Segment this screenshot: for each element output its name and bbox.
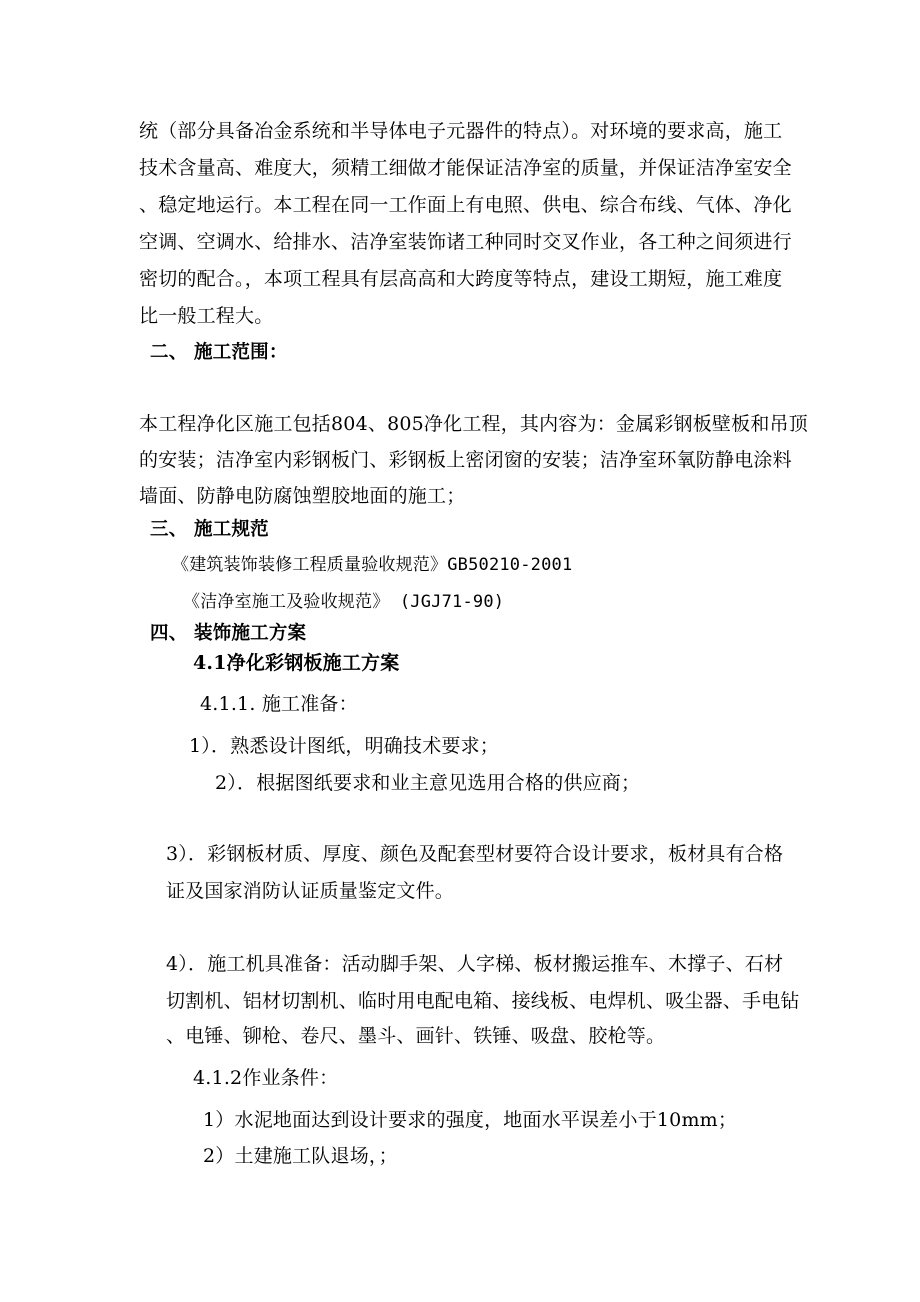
prep-item-3-line-1: 3）．彩钢板材质、厚度、颜色及配套型材要符合设计要求，板材具有合格 bbox=[166, 843, 784, 865]
intro-line-1: 统（部分具备冶金系统和半导体电子元器件的特点）。对环境的要求高，施工 bbox=[139, 120, 783, 142]
scope-line-2: 的安装；洁净室内彩钢板门、彩钢板上密闭窗的安装；洁净室环氧防静电涂料 bbox=[139, 449, 792, 471]
section-2-heading: 二、 施工范围： bbox=[150, 342, 288, 363]
section-4-heading: 四、 装饰施工方案 bbox=[150, 623, 307, 644]
prep-item-4-line-1: 4）．施工机具准备：活动脚手架、人字梯、板材搬运推车、木撑子、石材 bbox=[166, 953, 784, 975]
subheading-4-1-1: 4.1.1. 施工准备： bbox=[200, 693, 358, 715]
prep-item-1: 1）．熟悉设计图纸，明确技术要求； bbox=[189, 735, 499, 757]
standard-2: 《洁净室施工及验收规范》 (JGJ71-90) bbox=[183, 592, 505, 612]
prep-item-4-line-3: 、电锤、铆枪、卷尺、墨斗、画针、铁锤、吸盘、胶枪等。 bbox=[166, 1025, 666, 1047]
subheading-4-1-2: 4.1.2作业条件： bbox=[193, 1067, 339, 1089]
intro-line-5: 密切的配合。，本项工程具有层高高和大跨度等特点，建设工期短，施工难度 bbox=[139, 268, 783, 290]
section-3-heading: 三、 施工规范 bbox=[150, 519, 269, 540]
intro-line-6: 比一般工程大。 bbox=[139, 305, 274, 327]
condition-1: 1）水泥地面达到设计要求的强度，地面水平误差小于10mm； bbox=[203, 1109, 738, 1131]
scope-line-1: 本工程净化区施工包括804、805净化工程，其内容为：金属彩钢板壁板和吊顶 bbox=[139, 413, 808, 435]
intro-line-4: 空调、空调水、给排水、洁净室装饰诸工种同时交叉作业，各工种之间须进行 bbox=[139, 231, 792, 253]
prep-item-3-line-2: 证及国家消防认证质量鉴定文件。 bbox=[166, 880, 455, 902]
condition-2: 2）土建施工队退场，； bbox=[203, 1145, 398, 1167]
intro-line-2: 技术含量高、难度大，须精工细做才能保证洁净室的质量，并保证洁净室安全 bbox=[139, 157, 792, 179]
standard-1: 《建筑装饰装修工程质量验收规范》GB50210-2001 bbox=[172, 555, 573, 575]
intro-line-3: 、稳定地运行。本工程在同一工作面上有电照、供电、综合布线、气体、净化 bbox=[139, 194, 792, 216]
prep-item-2: 2）．根据图纸要求和业主意见选用合格的供应商； bbox=[215, 772, 641, 794]
scope-line-3: 墙面、防静电防腐蚀塑胶地面的施工； bbox=[139, 485, 466, 507]
prep-item-4-line-2: 切割机、铝材切割机、临时用电配电箱、接线板、电焊机、吸尘器、手电钻 bbox=[166, 990, 800, 1012]
subheading-4-1: 4.1净化彩钢板施工方案 bbox=[193, 652, 400, 674]
